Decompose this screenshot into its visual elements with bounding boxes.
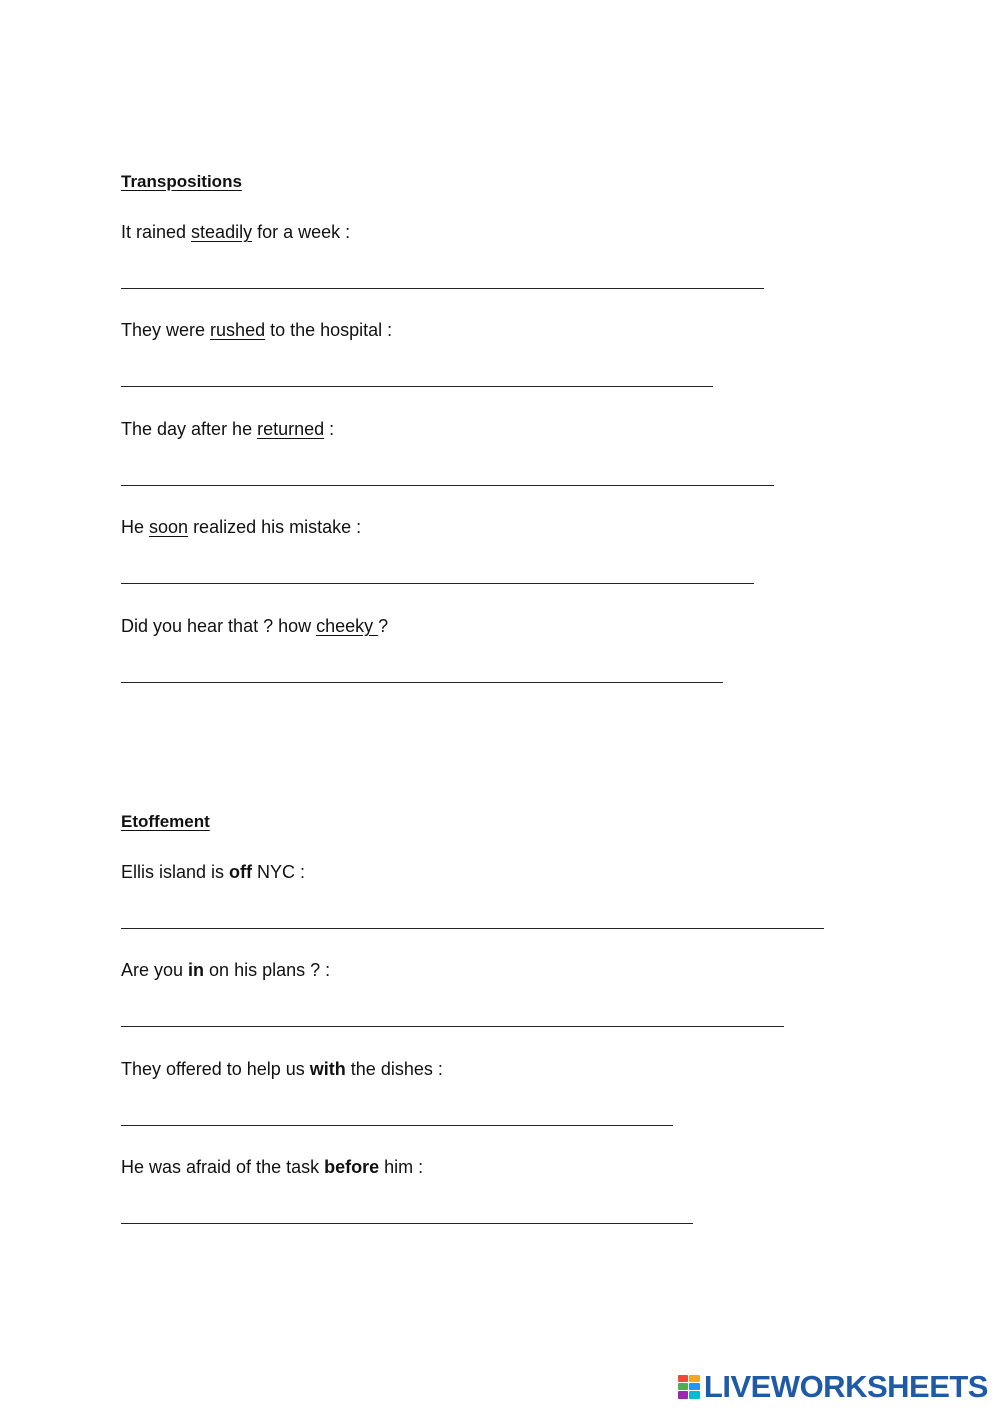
answer-line[interactable] bbox=[121, 485, 774, 486]
prompt-text: the dishes : bbox=[345, 1059, 443, 1079]
logo-tile bbox=[689, 1391, 700, 1398]
prompt-transpositions-4 bbox=[121, 516, 361, 538]
prompt-etoffement-4 bbox=[121, 1156, 423, 1178]
prompt-text: He bbox=[121, 517, 150, 537]
prompt-text: NYC : bbox=[252, 862, 306, 882]
prompt-keyword: returned bbox=[257, 419, 325, 439]
logo-tile bbox=[689, 1383, 700, 1390]
prompt-keyword: with bbox=[309, 1059, 346, 1079]
section-title-transpositions: Transpositions bbox=[121, 172, 242, 191]
prompt-text: on his plans ? : bbox=[204, 960, 331, 980]
answer-line[interactable] bbox=[121, 386, 713, 387]
answer-line[interactable] bbox=[121, 1223, 693, 1224]
prompt-etoffement-2 bbox=[121, 959, 330, 981]
prompt-text: The day after he bbox=[121, 419, 258, 439]
prompt-text: They offered to help us bbox=[121, 1059, 310, 1079]
prompt-transpositions-2 bbox=[121, 319, 392, 341]
answer-line[interactable] bbox=[121, 1125, 673, 1126]
logo-tile bbox=[678, 1375, 689, 1382]
prompt-keyword: off bbox=[229, 862, 253, 882]
prompt-text: realized his mistake : bbox=[188, 517, 362, 537]
section-title-etoffement: Etoffement bbox=[121, 812, 210, 831]
prompt-keyword: steadily bbox=[191, 222, 253, 242]
prompt-text: They were bbox=[121, 320, 211, 340]
liveworksheets-logo-icon bbox=[678, 1375, 700, 1399]
prompt-text: to the hospital : bbox=[265, 320, 393, 340]
logo-tile bbox=[689, 1375, 700, 1382]
answer-line[interactable] bbox=[121, 583, 754, 584]
liveworksheets-branding[interactable] bbox=[678, 1371, 988, 1402]
prompt-transpositions-5 bbox=[121, 615, 388, 637]
brand-name: LIVEWORKSHEETS bbox=[703, 1369, 988, 1404]
prompt-text: He was afraid of the task bbox=[121, 1157, 325, 1177]
answer-line[interactable] bbox=[121, 288, 764, 289]
logo-tile bbox=[678, 1383, 689, 1390]
prompt-text: : bbox=[324, 419, 335, 439]
prompt-etoffement-1 bbox=[121, 861, 305, 883]
prompt-text: Did you hear that ? how bbox=[121, 616, 317, 636]
prompt-keyword: cheeky bbox=[316, 616, 379, 636]
answer-line[interactable] bbox=[121, 1026, 784, 1027]
prompt-transpositions-3 bbox=[121, 418, 334, 440]
prompt-transpositions-1 bbox=[121, 221, 350, 243]
answer-line[interactable] bbox=[121, 928, 824, 929]
prompt-keyword: soon bbox=[149, 517, 189, 537]
prompt-text: him : bbox=[379, 1157, 424, 1177]
prompt-text: ? bbox=[378, 616, 389, 636]
prompt-text: It rained bbox=[121, 222, 192, 242]
prompt-text: Ellis island is bbox=[121, 862, 230, 882]
prompt-keyword: before bbox=[324, 1157, 380, 1177]
logo-tile bbox=[678, 1391, 689, 1398]
prompt-keyword: rushed bbox=[210, 320, 266, 340]
prompt-keyword: in bbox=[188, 960, 205, 980]
prompt-text: for a week : bbox=[252, 222, 351, 242]
prompt-etoffement-3 bbox=[121, 1058, 443, 1080]
prompt-text: Are you bbox=[121, 960, 189, 980]
answer-line[interactable] bbox=[121, 682, 723, 683]
